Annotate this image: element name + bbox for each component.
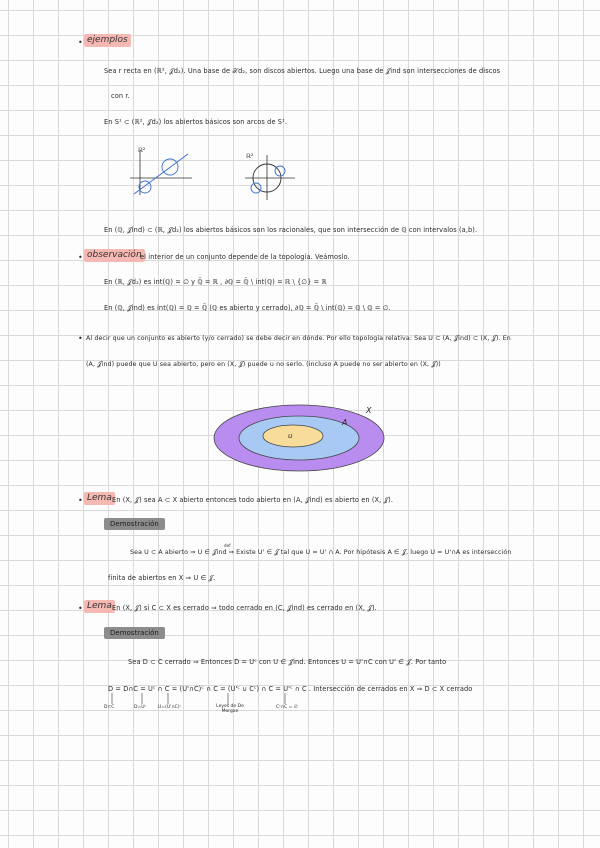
figure-right-label: ℝ² <box>246 153 254 160</box>
ejemplos-line-2: En S¹ ⊂ (ℝ², 𝒥d₂) los abiertos básicos son arcos de S¹. <box>104 118 288 126</box>
bullet: • <box>78 334 83 343</box>
bullet: • <box>78 496 83 505</box>
observacion-line-1: el interior de un conjunto depende de la topología. Veámoslo. <box>140 253 350 261</box>
def-mark: def <box>224 543 231 548</box>
lema-1-proof-line-1: Sea U ⊂ A abierto ⇒ U ∈ 𝒥ind ⇒ Existe U' ∈ 𝒥 tal que U = U' ∩ A. Por hipótesis A ∈ 𝒥, luego U = U'∩A es intersección <box>130 549 512 556</box>
observacion-line-2: En (ℝ, 𝒥d₂) es int(ℚ) = ∅ y ℚ̄ = ℝ , ∂ℚ = ℚ̄ \ int(ℚ) = ℝ \ {∅} = ℝ <box>104 278 327 286</box>
note-complement: Cᶜ∩C = ∅ <box>276 705 298 710</box>
ellipse-u <box>263 425 323 447</box>
annotation-arrows <box>100 693 320 713</box>
bullet: • <box>78 604 83 613</box>
figure-line-discs <box>130 150 200 200</box>
diagram-label-a: A <box>342 418 348 427</box>
figure-circle-arcs <box>240 155 300 205</box>
diagram-label-u: u <box>288 432 293 440</box>
lema-1-statement: En (X, 𝒥) sea A ⊂ X abierto entonces todo abierto en (A, 𝒥ind) es abierto en (X, 𝒥). <box>112 496 394 504</box>
note-d-subset-c: D⊂C <box>104 705 115 710</box>
demo-label-2: Demostración <box>104 627 165 639</box>
bullet: • <box>78 253 83 262</box>
note-d-eq-uc: D=Uᶜ <box>134 705 147 710</box>
ejemplos-line-3: En (ℚ, 𝒥ind) ⊂ (ℝ, 𝒥d₂) los abiertos básicos son los racionales, que son intersección de ℚ con intervalos (a,b). <box>104 226 478 234</box>
demo-label-1: Demostración <box>104 518 165 530</box>
nota-line-2: (A, 𝒥ind) puede que U sea abierto, pero en (X, 𝒥) puede u no serlo. (incluso A puede no ser abierto en (X, 𝒥)) <box>86 361 441 368</box>
bullet: • <box>78 38 83 47</box>
nested-sets-diagram <box>205 385 395 475</box>
ejemplos-line-1: Sea r recta en (ℝ², 𝒥d₂). Una base de 𝒳d₂, son discos abiertos. Luego una base de 𝒥ind son intersecciones de discos <box>104 67 501 75</box>
lema-1-proof-line-2: finita de abiertos en X ⇒ U ∈ 𝒥. <box>108 574 216 582</box>
note-de-morgan: Leyes de De Morgan <box>216 704 244 714</box>
section-heading-lema-2: Lema <box>84 600 115 613</box>
section-heading-lema-1: Lema <box>84 492 115 505</box>
ejemplos-line-1b: con r. <box>111 92 130 100</box>
section-heading-observacion: observación <box>84 249 145 262</box>
section-heading-ejemplos: ejemplos <box>84 34 131 47</box>
figure-left-label: ℝ² <box>138 147 146 154</box>
lema-2-proof-line-2: D = D∩C = Uᶜ ∩ C = (U'∩C)ᶜ ∩ C = (U'ᶜ ∪ Cᶜ) ∩ C = U'ᶜ ∩ C . Intersección de cerrados en X ⇒ D ⊂ X cerrado <box>108 685 473 693</box>
lema-2-statement: En (X, 𝒥) si C ⊂ X es cerrado ⇒ todo cerrado en (C, 𝒥ind) es cerrado en (X, 𝒥). <box>112 604 377 612</box>
observacion-line-3: En (ℚ, 𝒥ind) es int(ℚ) = ℚ = ℚ̄ (ℚ es abierto y cerrado), ∂ℚ = ℚ̄ \ int(ℚ) = ℚ \ ℚ = ∅. <box>104 304 391 312</box>
nota-line-1: Al decir que un conjunto es abierto (y/o cerrado) se debe decir en dónde. Por ello topología relativa: Sea U ⊂ (A, 𝒥ind) ⊂ (X, 𝒥). En <box>86 335 511 342</box>
diagram-label-x: X <box>366 406 372 415</box>
note-u-eq: U=(U'∩C)ᶜ <box>158 705 182 710</box>
lema-2-proof-line-1: Sea D ⊂ C cerrado ⇒ Entonces D = Uᶜ con U ∈ 𝒥ind. Entonces U = U'∩C con U' ∈ 𝒥. Por tanto <box>128 658 447 666</box>
